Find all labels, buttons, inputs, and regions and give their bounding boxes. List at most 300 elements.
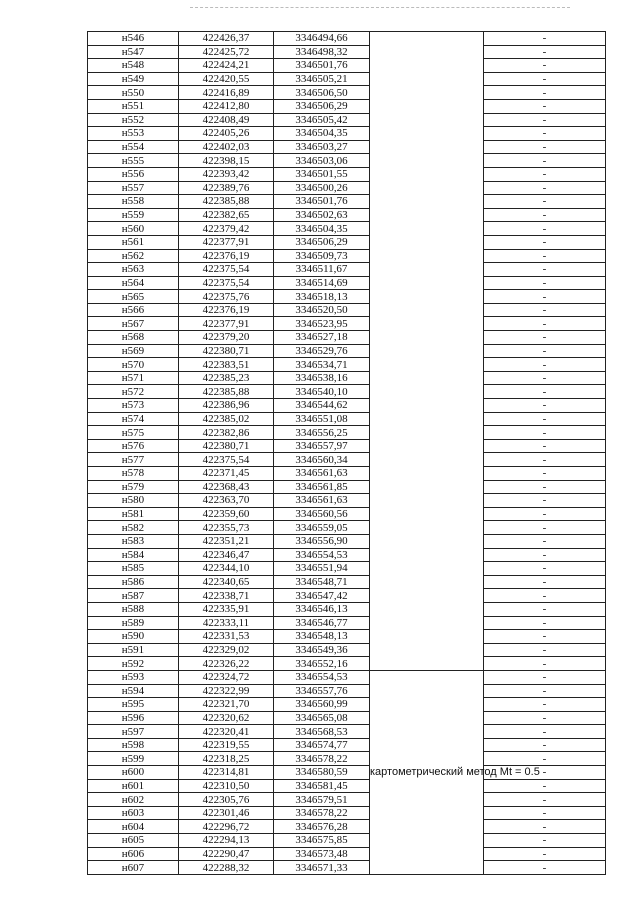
x-coordinate-cell: 422385,02 (179, 412, 274, 426)
point-name-cell: н573 (88, 399, 179, 413)
y-coordinate-cell: 3346501,76 (274, 195, 370, 209)
table-row (88, 562, 606, 576)
note-cell: - (484, 113, 606, 127)
point-name-cell: н585 (88, 562, 179, 576)
point-name-cell: н572 (88, 385, 179, 399)
y-coordinate-cell: 3346574,77 (274, 738, 370, 752)
note-cell: - (484, 371, 606, 385)
point-name-cell: н554 (88, 140, 179, 154)
x-coordinate-cell: 422405,26 (179, 127, 274, 141)
point-name-cell: н558 (88, 195, 179, 209)
point-name-cell: н576 (88, 439, 179, 453)
x-coordinate-cell: 422402,03 (179, 140, 274, 154)
y-coordinate-cell: 3346538,16 (274, 371, 370, 385)
table-row (88, 399, 606, 413)
note-cell: - (484, 276, 606, 290)
y-coordinate-cell: 3346580,59 (274, 766, 370, 780)
table-row (88, 806, 606, 820)
note-cell: - (484, 195, 606, 209)
point-name-cell: н577 (88, 453, 179, 467)
note-cell: - (484, 399, 606, 413)
y-coordinate-cell: 3346503,06 (274, 154, 370, 168)
table-row (88, 684, 606, 698)
point-name-cell: н591 (88, 643, 179, 657)
note-cell: - (484, 249, 606, 263)
y-coordinate-cell: 3346494,66 (274, 32, 370, 46)
y-coordinate-cell: 3346504,35 (274, 127, 370, 141)
note-cell: - (484, 630, 606, 644)
y-coordinate-cell: 3346554,53 (274, 548, 370, 562)
x-coordinate-cell: 422326,22 (179, 657, 274, 671)
note-cell: - (484, 167, 606, 181)
table-row (88, 657, 606, 671)
y-coordinate-cell: 3346503,27 (274, 140, 370, 154)
point-name-cell: н551 (88, 99, 179, 113)
x-coordinate-cell: 422393,42 (179, 167, 274, 181)
point-name-cell: н606 (88, 847, 179, 861)
note-cell: - (484, 494, 606, 508)
note-cell: - (484, 263, 606, 277)
point-name-cell: н563 (88, 263, 179, 277)
note-cell: - (484, 589, 606, 603)
table-row (88, 235, 606, 249)
x-coordinate-cell: 422408,49 (179, 113, 274, 127)
note-cell: - (484, 575, 606, 589)
table-row (88, 331, 606, 345)
table-row (88, 670, 606, 684)
x-coordinate-cell: 422321,70 (179, 698, 274, 712)
coordinates-table (87, 31, 606, 875)
x-coordinate-cell: 422296,72 (179, 820, 274, 834)
table-row (88, 358, 606, 372)
x-coordinate-cell: 422368,43 (179, 480, 274, 494)
table-row (88, 290, 606, 304)
note-cell: - (484, 711, 606, 725)
x-coordinate-cell: 422380,71 (179, 439, 274, 453)
y-coordinate-cell: 3346559,05 (274, 521, 370, 535)
table-row (88, 276, 606, 290)
y-coordinate-cell: 3346501,55 (274, 167, 370, 181)
x-coordinate-cell: 422310,50 (179, 779, 274, 793)
point-name-cell: н603 (88, 806, 179, 820)
point-name-cell: н583 (88, 534, 179, 548)
point-name-cell: н599 (88, 752, 179, 766)
table-row (88, 861, 606, 875)
point-name-cell: н589 (88, 616, 179, 630)
method-cell (370, 32, 484, 671)
point-name-cell: н597 (88, 725, 179, 739)
table-row (88, 426, 606, 440)
y-coordinate-cell: 3346575,85 (274, 834, 370, 848)
y-coordinate-cell: 3346502,63 (274, 208, 370, 222)
y-coordinate-cell: 3346527,18 (274, 331, 370, 345)
y-coordinate-cell: 3346544,62 (274, 399, 370, 413)
note-cell: - (484, 181, 606, 195)
y-coordinate-cell: 3346557,76 (274, 684, 370, 698)
x-coordinate-cell: 422301,46 (179, 806, 274, 820)
note-cell: - (484, 154, 606, 168)
point-name-cell: н547 (88, 45, 179, 59)
x-coordinate-cell: 422294,13 (179, 834, 274, 848)
x-coordinate-cell: 422379,20 (179, 331, 274, 345)
point-name-cell: н555 (88, 154, 179, 168)
point-name-cell: н595 (88, 698, 179, 712)
y-coordinate-cell: 3346547,42 (274, 589, 370, 603)
y-coordinate-cell: 3346529,76 (274, 344, 370, 358)
point-name-cell: н581 (88, 507, 179, 521)
point-name-cell: н567 (88, 317, 179, 331)
y-coordinate-cell: 3346520,50 (274, 303, 370, 317)
table-row (88, 793, 606, 807)
x-coordinate-cell: 422385,88 (179, 195, 274, 209)
x-coordinate-cell: 422376,19 (179, 303, 274, 317)
x-coordinate-cell: 422377,91 (179, 235, 274, 249)
method-cell: картометрический метод Mt = 0.5 (370, 670, 484, 874)
point-name-cell: н569 (88, 344, 179, 358)
y-coordinate-cell: 3346506,50 (274, 86, 370, 100)
x-coordinate-cell: 422319,55 (179, 738, 274, 752)
table-row (88, 820, 606, 834)
y-coordinate-cell: 3346505,42 (274, 113, 370, 127)
x-coordinate-cell: 422376,19 (179, 249, 274, 263)
point-name-cell: н578 (88, 467, 179, 481)
note-cell: - (484, 507, 606, 521)
table-row (88, 494, 606, 508)
y-coordinate-cell: 3346548,71 (274, 575, 370, 589)
table-row (88, 738, 606, 752)
x-coordinate-cell: 422329,02 (179, 643, 274, 657)
point-name-cell: н546 (88, 32, 179, 46)
table-row (88, 263, 606, 277)
note-cell: - (484, 99, 606, 113)
point-name-cell: н588 (88, 602, 179, 616)
note-cell: - (484, 602, 606, 616)
table-row (88, 249, 606, 263)
table-row (88, 32, 606, 46)
table-row (88, 643, 606, 657)
table-row (88, 779, 606, 793)
point-name-cell: н566 (88, 303, 179, 317)
note-cell: - (484, 127, 606, 141)
x-coordinate-cell: 422380,71 (179, 344, 274, 358)
note-cell: - (484, 72, 606, 86)
table-row (88, 127, 606, 141)
y-coordinate-cell: 3346573,48 (274, 847, 370, 861)
x-coordinate-cell: 422375,54 (179, 263, 274, 277)
table-row (88, 847, 606, 861)
table-row (88, 72, 606, 86)
table-row (88, 521, 606, 535)
y-coordinate-cell: 3346551,08 (274, 412, 370, 426)
note-cell: - (484, 534, 606, 548)
table-row (88, 575, 606, 589)
point-name-cell: н592 (88, 657, 179, 671)
x-coordinate-cell: 422377,91 (179, 317, 274, 331)
point-name-cell: н596 (88, 711, 179, 725)
note-cell: - (484, 290, 606, 304)
note-cell: - (484, 861, 606, 875)
x-coordinate-cell: 422318,25 (179, 752, 274, 766)
y-coordinate-cell: 3346548,13 (274, 630, 370, 644)
table-row (88, 385, 606, 399)
x-coordinate-cell: 422344,10 (179, 562, 274, 576)
point-name-cell: н604 (88, 820, 179, 834)
table-row (88, 344, 606, 358)
x-coordinate-cell: 422363,70 (179, 494, 274, 508)
y-coordinate-cell: 3346500,26 (274, 181, 370, 195)
x-coordinate-cell: 422314,81 (179, 766, 274, 780)
note-cell: - (484, 344, 606, 358)
x-coordinate-cell: 422375,76 (179, 290, 274, 304)
note-cell: - (484, 222, 606, 236)
table-row (88, 412, 606, 426)
note-cell: - (484, 426, 606, 440)
x-coordinate-cell: 422425,72 (179, 45, 274, 59)
table-row (88, 208, 606, 222)
point-name-cell: н590 (88, 630, 179, 644)
x-coordinate-cell: 422383,51 (179, 358, 274, 372)
y-coordinate-cell: 3346557,97 (274, 439, 370, 453)
table-row (88, 86, 606, 100)
point-name-cell: н560 (88, 222, 179, 236)
x-coordinate-cell: 422426,37 (179, 32, 274, 46)
note-cell: - (484, 453, 606, 467)
y-coordinate-cell: 3346518,13 (274, 290, 370, 304)
x-coordinate-cell: 422382,86 (179, 426, 274, 440)
x-coordinate-cell: 422355,73 (179, 521, 274, 535)
y-coordinate-cell: 3346576,28 (274, 820, 370, 834)
table-row (88, 45, 606, 59)
point-name-cell: н605 (88, 834, 179, 848)
table-row (88, 752, 606, 766)
point-name-cell: н587 (88, 589, 179, 603)
x-coordinate-cell: 422398,15 (179, 154, 274, 168)
note-cell: - (484, 521, 606, 535)
point-name-cell: н564 (88, 276, 179, 290)
y-coordinate-cell: 3346505,21 (274, 72, 370, 86)
note-cell: - (484, 208, 606, 222)
point-name-cell: н570 (88, 358, 179, 372)
x-coordinate-cell: 422288,32 (179, 861, 274, 875)
point-name-cell: н602 (88, 793, 179, 807)
x-coordinate-cell: 422424,21 (179, 59, 274, 73)
point-name-cell: н601 (88, 779, 179, 793)
y-coordinate-cell: 3346514,69 (274, 276, 370, 290)
y-coordinate-cell: 3346509,73 (274, 249, 370, 263)
x-coordinate-cell: 422371,45 (179, 467, 274, 481)
table-row (88, 467, 606, 481)
table-row (88, 534, 606, 548)
point-name-cell: н548 (88, 59, 179, 73)
y-coordinate-cell: 3346546,13 (274, 602, 370, 616)
note-cell: - (484, 385, 606, 399)
point-name-cell: н582 (88, 521, 179, 535)
x-coordinate-cell: 422375,54 (179, 453, 274, 467)
x-coordinate-cell: 422320,62 (179, 711, 274, 725)
point-name-cell: н553 (88, 127, 179, 141)
y-coordinate-cell: 3346506,29 (274, 235, 370, 249)
note-cell: - (484, 616, 606, 630)
x-coordinate-cell: 422346,47 (179, 548, 274, 562)
note-cell: - (484, 439, 606, 453)
point-name-cell: н580 (88, 494, 179, 508)
point-name-cell: н559 (88, 208, 179, 222)
x-coordinate-cell: 422412,80 (179, 99, 274, 113)
x-coordinate-cell: 422351,21 (179, 534, 274, 548)
point-name-cell: н607 (88, 861, 179, 875)
y-coordinate-cell: 3346560,34 (274, 453, 370, 467)
note-cell: - (484, 59, 606, 73)
point-name-cell: н557 (88, 181, 179, 195)
table-row (88, 548, 606, 562)
x-coordinate-cell: 422290,47 (179, 847, 274, 861)
x-coordinate-cell: 422385,23 (179, 371, 274, 385)
note-cell: - (484, 467, 606, 481)
note-cell: - (484, 548, 606, 562)
y-coordinate-cell: 3346540,10 (274, 385, 370, 399)
x-coordinate-cell: 422379,42 (179, 222, 274, 236)
table-row (88, 834, 606, 848)
y-coordinate-cell: 3346565,08 (274, 711, 370, 725)
note-cell: - (484, 766, 606, 780)
table-row (88, 222, 606, 236)
point-name-cell: н550 (88, 86, 179, 100)
table-row (88, 317, 606, 331)
note-cell: - (484, 45, 606, 59)
note-cell: - (484, 303, 606, 317)
table-row (88, 589, 606, 603)
point-name-cell: н561 (88, 235, 179, 249)
y-coordinate-cell: 3346506,29 (274, 99, 370, 113)
point-name-cell: н549 (88, 72, 179, 86)
note-cell: - (484, 684, 606, 698)
y-coordinate-cell: 3346501,76 (274, 59, 370, 73)
x-coordinate-cell: 422305,76 (179, 793, 274, 807)
point-name-cell: н584 (88, 548, 179, 562)
table-row (88, 630, 606, 644)
note-cell: - (484, 657, 606, 671)
table-row (88, 480, 606, 494)
note-cell: - (484, 793, 606, 807)
x-coordinate-cell: 422331,53 (179, 630, 274, 644)
table-row (88, 698, 606, 712)
x-coordinate-cell: 422324,72 (179, 670, 274, 684)
y-coordinate-cell: 3346568,53 (274, 725, 370, 739)
note-cell: - (484, 698, 606, 712)
table-row (88, 711, 606, 725)
table-row (88, 113, 606, 127)
y-coordinate-cell: 3346581,45 (274, 779, 370, 793)
y-coordinate-cell: 3346498,32 (274, 45, 370, 59)
y-coordinate-cell: 3346552,16 (274, 657, 370, 671)
table-row (88, 59, 606, 73)
note-cell: - (484, 806, 606, 820)
table-row (88, 602, 606, 616)
note-cell: - (484, 738, 606, 752)
note-cell: - (484, 480, 606, 494)
x-coordinate-cell: 422338,71 (179, 589, 274, 603)
note-cell: - (484, 752, 606, 766)
y-coordinate-cell: 3346556,90 (274, 534, 370, 548)
table-row (88, 507, 606, 521)
y-coordinate-cell: 3346551,94 (274, 562, 370, 576)
x-coordinate-cell: 422382,65 (179, 208, 274, 222)
y-coordinate-cell: 3346561,85 (274, 480, 370, 494)
point-name-cell: н586 (88, 575, 179, 589)
table-row (88, 195, 606, 209)
y-coordinate-cell: 3346571,33 (274, 861, 370, 875)
note-cell: - (484, 235, 606, 249)
x-coordinate-cell: 422386,96 (179, 399, 274, 413)
y-coordinate-cell: 3346549,36 (274, 643, 370, 657)
y-coordinate-cell: 3346561,63 (274, 494, 370, 508)
y-coordinate-cell: 3346546,77 (274, 616, 370, 630)
note-cell: - (484, 643, 606, 657)
table-row (88, 453, 606, 467)
x-coordinate-cell: 422340,65 (179, 575, 274, 589)
point-name-cell: н600 (88, 766, 179, 780)
x-coordinate-cell: 422359,60 (179, 507, 274, 521)
table-row (88, 99, 606, 113)
y-coordinate-cell: 3346554,53 (274, 670, 370, 684)
point-name-cell: н562 (88, 249, 179, 263)
x-coordinate-cell: 422385,88 (179, 385, 274, 399)
point-name-cell: н574 (88, 412, 179, 426)
note-cell: - (484, 358, 606, 372)
y-coordinate-cell: 3346560,99 (274, 698, 370, 712)
y-coordinate-cell: 3346504,35 (274, 222, 370, 236)
point-name-cell: н593 (88, 670, 179, 684)
point-name-cell: н552 (88, 113, 179, 127)
point-name-cell: н565 (88, 290, 179, 304)
note-cell: - (484, 331, 606, 345)
point-name-cell: н594 (88, 684, 179, 698)
point-name-cell: н575 (88, 426, 179, 440)
note-cell: - (484, 32, 606, 46)
note-cell: - (484, 820, 606, 834)
table-row (88, 725, 606, 739)
table-row (88, 371, 606, 385)
table-row (88, 439, 606, 453)
table-row (88, 140, 606, 154)
y-coordinate-cell: 3346523,95 (274, 317, 370, 331)
note-cell: - (484, 140, 606, 154)
point-name-cell: н579 (88, 480, 179, 494)
note-cell: - (484, 725, 606, 739)
y-coordinate-cell: 3346511,67 (274, 263, 370, 277)
y-coordinate-cell: 3346534,71 (274, 358, 370, 372)
point-name-cell: н598 (88, 738, 179, 752)
note-cell: - (484, 670, 606, 684)
x-coordinate-cell: 422322,99 (179, 684, 274, 698)
table-row (88, 616, 606, 630)
y-coordinate-cell: 3346578,22 (274, 806, 370, 820)
x-coordinate-cell: 422420,55 (179, 72, 274, 86)
table-row (88, 167, 606, 181)
table-row (88, 303, 606, 317)
coordinates-table-body (88, 32, 606, 875)
y-coordinate-cell: 3346579,51 (274, 793, 370, 807)
x-coordinate-cell: 422389,76 (179, 181, 274, 195)
point-name-cell: н556 (88, 167, 179, 181)
note-cell: - (484, 847, 606, 861)
scan-artifact-line (190, 7, 570, 9)
table-row (88, 181, 606, 195)
x-coordinate-cell: 422335,91 (179, 602, 274, 616)
x-coordinate-cell: 422320,41 (179, 725, 274, 739)
point-name-cell: н568 (88, 331, 179, 345)
note-cell: - (484, 86, 606, 100)
